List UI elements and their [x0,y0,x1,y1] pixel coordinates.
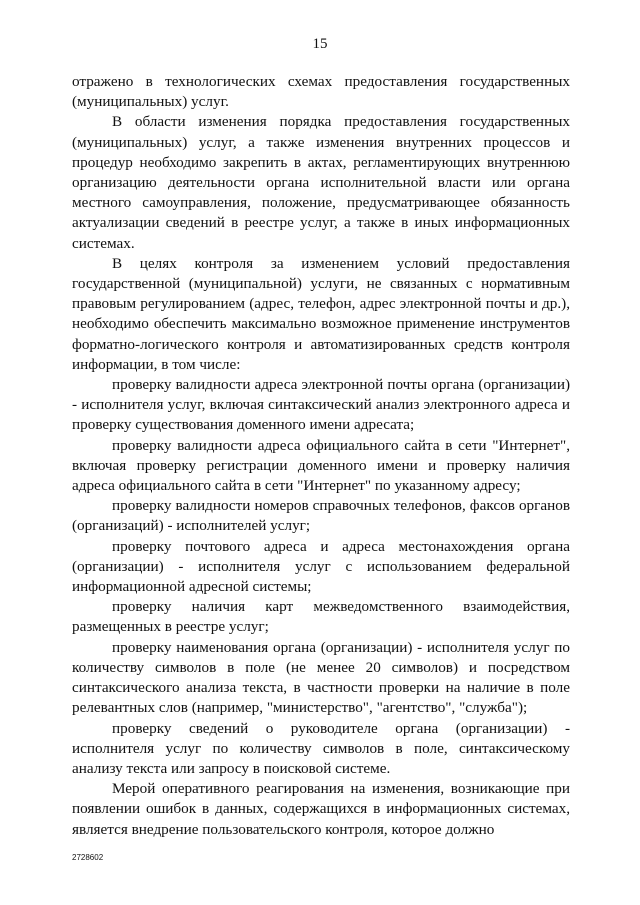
paragraph-user-control: Мерой оперативного реагирования на изменения, возникающие при появлении ошибок в данных, содержащихся в информационных системах, является внедрение пользовательского контроля, которое должно [72,780,570,838]
paragraph-continuation: отражено в технологических схемах предоставления государственных (муниципальных) услуг. [72,73,570,111]
paragraph-control-measures: В целях контроля за изменением условий предоставления государственной (муниципальной) услуги, не связанных с нормативным правовым регулированием (адрес, телефон, адрес электронной почты и др.), необходимо обеспечить максимально возможное применение инструментов форматно-логического контроля и автоматизированных средств контроля информации, в том числе: [72,254,570,373]
document-body [72,72,570,840]
document-id: 2728602 [72,853,104,862]
list-item-address-check: проверку почтового адреса и адреса местонахождения органа (организации) - исполнителя услуг с использованием федеральной информационной адресной системы; [72,537,570,596]
list-item-website-check: проверку валидности адреса официального сайта в сети "Интернет", включая проверку регистрации доменного имени и проверку наличия адреса официального сайта в сети "Интернет" по указанному адресу; [72,436,570,495]
page-number: 15 [312,36,328,52]
list-item-phone-check: проверку валидности номеров справочных телефонов, факсов органов (организаций) - исполнителей услуг; [72,497,570,535]
list-item-email-check: проверку валидности адреса электронной почты органа (организации) - исполнителя услуг, включая синтаксический анализ электронного адреса и проверку существования доменного имени адресата; [72,376,570,434]
paragraph-registry-update: В области изменения порядка предоставления государственных (муниципальных) услуг, а также изменения внутренних процессов и процедур необходимо закрепить в актах, регламентирующих внутреннюю организацию деятельности органа исполнительной власти или органа местного самоуправления, положение, предусматривающее обязанность актуализации сведений в реестре услуг, а также в иных информационных системах. [72,113,570,252]
list-item-name-check: проверку наименования органа (организации) - исполнителя услуг по количеству символов в поле (не менее 20 символов) и посредством синтаксического анализа текста, в частности проверки на наличие в поле релевантных слов (например, "министерство", "агентство", "служба"); [72,638,570,717]
list-item-head-check: проверку сведений о руководителе органа (организации) - исполнителя услуг по количеству символов в поле, синтаксическому анализу текста или запросу в поисковой системе. [72,719,570,777]
list-item-interaction-maps-check: проверку наличия карт межведомственного взаимодействия, размещенных в реестре услуг; [72,598,570,636]
